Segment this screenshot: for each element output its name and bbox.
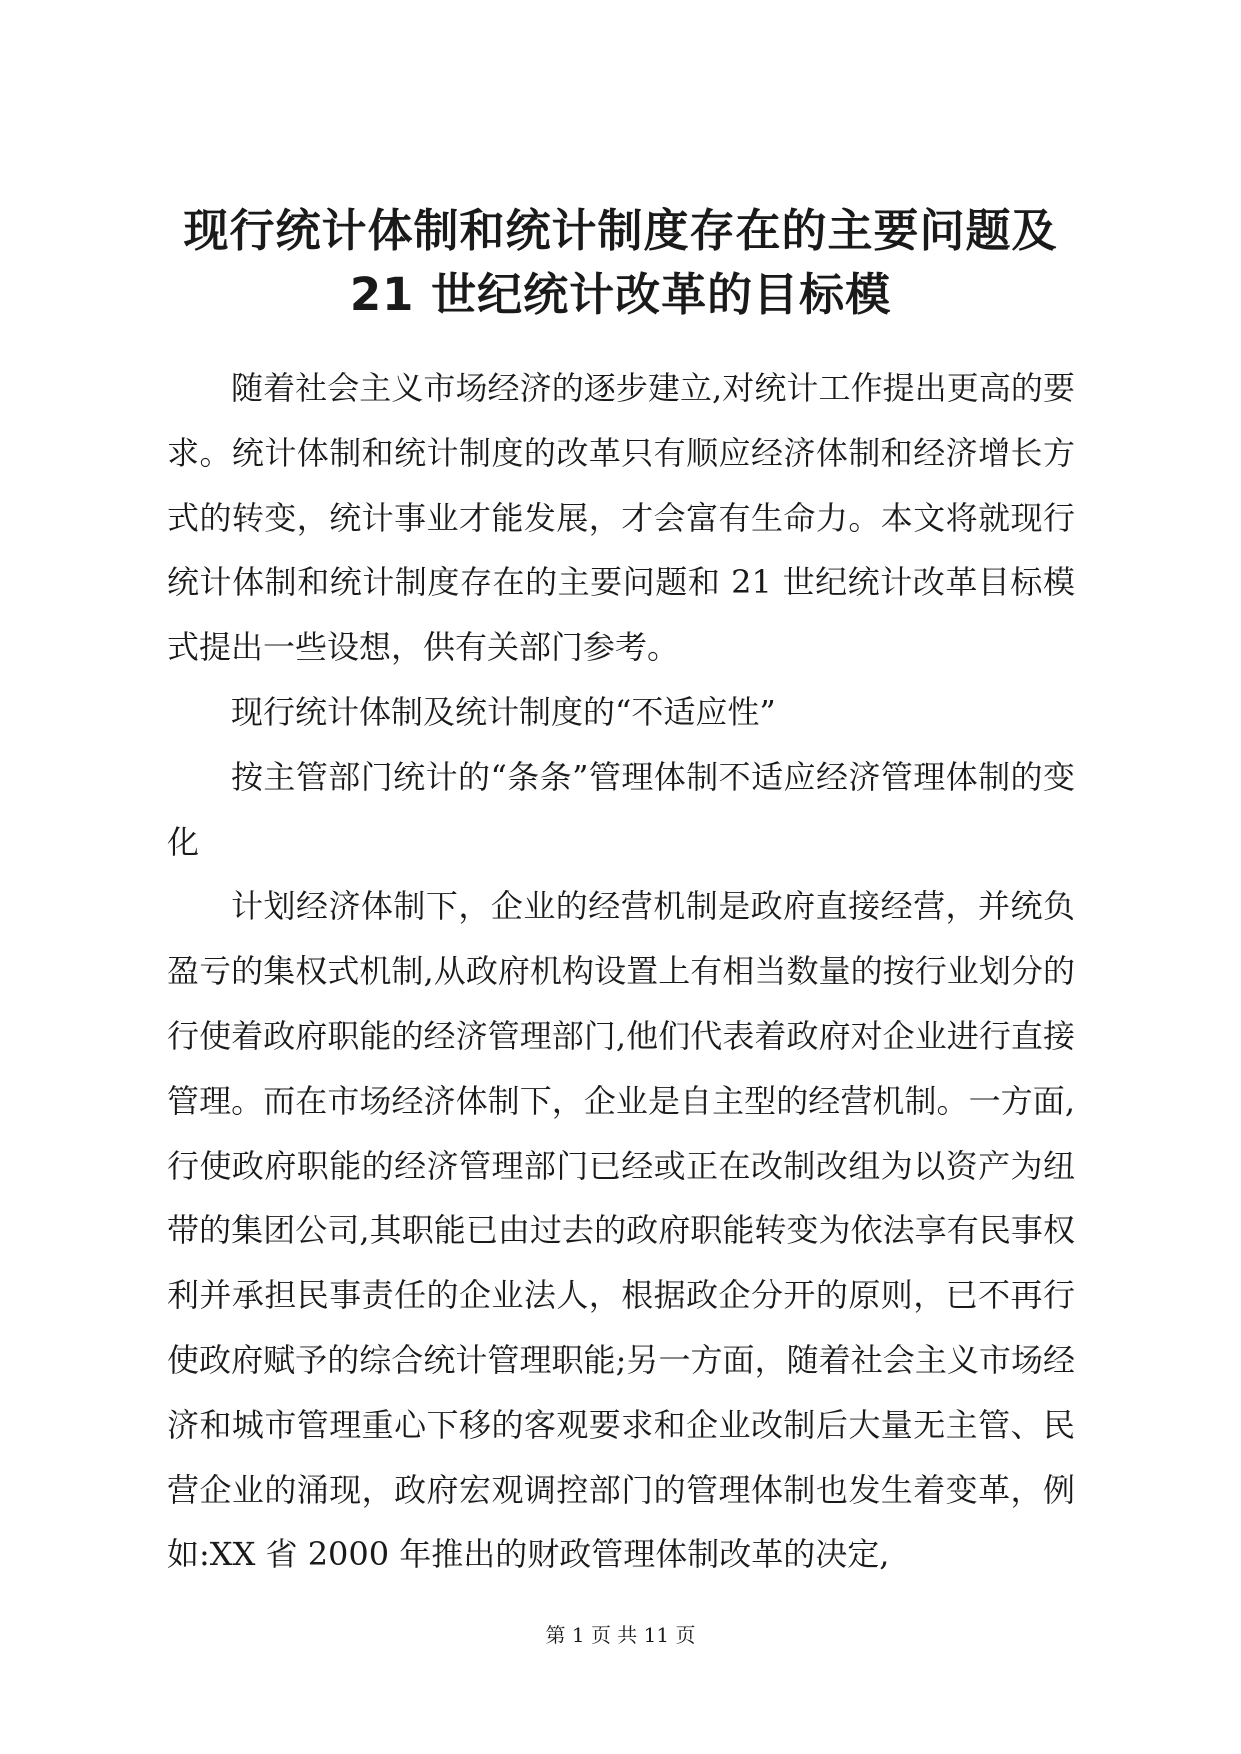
paragraph-body: 计划经济体制下，企业的经营机制是政府直接经营，并统负盈亏的集权式机制,从政府机构设置上有相当数量的按行业划分的行使着政府职能的经济管理部门,他们代表着政府对企业进行直接管理。而在市场经济体制下，企业是自主型的经营机制。一方面,行使政府职能的经济管理部门已经或正在改制改组为以资产为纽带的集团公司,其职能已由过去的政府职能转变为依法享有民事权利并承担民事责任的企业法人，根据政企分开的原则，已不再行使政府赋予的综合统计管理职能;另一方面，随着社会主义市场经济和城市管理重心下移的客观要求和企业改制后大量无主管、民营企业的涌现，政府宏观调控部门的管理体制也发生着变革，例如:XX 省 2000 年推出的财政管理体制改革的决定, [167, 887, 1075, 1574]
document-body [167, 356, 1075, 1587]
document-title-line-2: 21 世纪统计改革的目标模 [349, 268, 892, 321]
subsection-heading: 按主管部门统计的“条条”管理体制不适应经济管理体制的变化 [167, 757, 1075, 861]
section-heading: 现行统计体制及统计制度的“不适应性” [231, 692, 776, 731]
paragraph-intro: 随着社会主义市场经济的逐步建立,对统计工作提出更高的要求。统计体制和统计制度的改革只有顺应经济体制和经济增长方式的转变，统计事业才能发展，才会富有生命力。本文将就现行统计体制和统计制度存在的主要问题和 21 世纪统计改革目标模式提出一些设想，供有关部门参考。 [167, 369, 1075, 667]
document-title-line-1: 现行统计体制和统计制度存在的主要问题及 [183, 204, 1058, 257]
page-footer: 第 1 页 共 11 页 [545, 1623, 696, 1647]
